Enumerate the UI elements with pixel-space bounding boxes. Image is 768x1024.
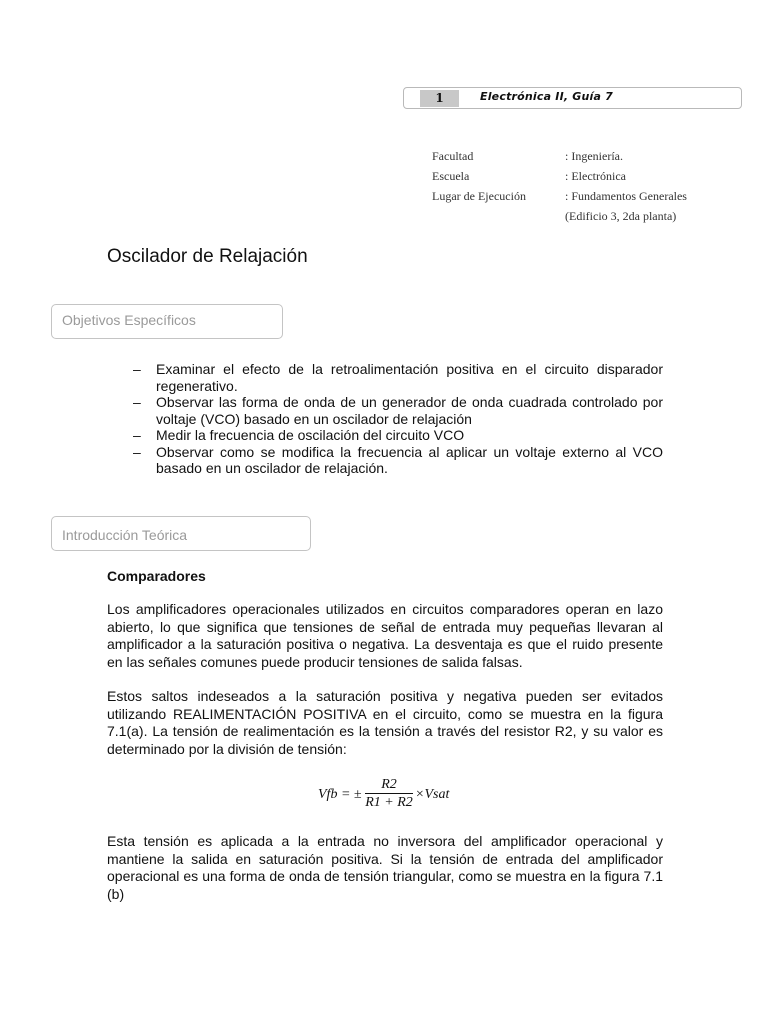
paragraph: Los amplificadores operacionales utilizados en circuitos comparadores operan en lazo abierto, lo que significa que tensiones de señal de entrada muy pequeñas llevaran al amplificador a la saturación positiva o negativa. La desventaja es que el ruido presente en las señales comunes puede producir tensiones de salida falsas. (107, 601, 663, 670)
paragraph: Esta tensión es aplicada a la entrada no inversora del amplificador operacional y mantiene la salida en saturación positiva. Si la tensión de entrada del amplificador operacional es una forma de onda de tensión triangular, como se muestra en la figura 7.1 (b) (107, 833, 663, 902)
running-header (403, 87, 742, 109)
intro-heading: Introducción Teórica (51, 516, 311, 551)
dash-bullet: – (133, 443, 141, 460)
meta-key: Lugar de Ejecución (432, 189, 526, 203)
meta-value: : Ingeniería. (565, 149, 623, 163)
objectives-heading: Objetivos Específicos (51, 304, 283, 339)
list-item (130, 444, 663, 477)
meta-value: : Fundamentos Generales (565, 189, 687, 203)
subheading: Comparadores (107, 568, 206, 584)
formula-denominator: R1 + R2 (365, 795, 413, 810)
formula-lhs: Vfb = ± (318, 787, 362, 802)
meta-value: (Edificio 3, 2da planta) (565, 209, 677, 223)
dash-bullet: – (133, 394, 141, 410)
list-item-text: Observar las forma de onda de un generador de onda cuadrada controlado por voltaje (VCO) basado en un oscilador de relajación (156, 394, 663, 427)
list-item (130, 361, 663, 394)
meta-value: : Electrónica (565, 169, 626, 183)
paragraph: Estos saltos indeseados a la saturación positiva y negativa pueden ser evitados utilizando REALIMENTACIÓN POSITIVA en el circuito, como se muestra en la figura 7.1(a). La tensión de realimentación es la tensión a través del resistor R2, y su valor es determinado por la división de tensión: (107, 688, 663, 757)
objectives-list (130, 361, 663, 477)
list-item-text: Medir la frecuencia de oscilación del circuito VCO (156, 427, 465, 443)
list-item-text: Observar como se modifica la frecuencia al aplicar un voltaje externo al VCO basado en un oscilador de relajación. (156, 443, 663, 476)
list-item (130, 394, 663, 427)
formula-fraction (364, 776, 414, 812)
page-number: 1 (420, 90, 459, 107)
meta-key: Escuela (432, 169, 470, 183)
meta-key: Facultad (432, 149, 474, 163)
guide-title: Electrónica II, Guía 7 (480, 90, 614, 103)
dash-bullet: – (133, 427, 141, 443)
list-item-text: Examinar el efecto de la retroalimentación positiva en el circuito disparador regenerativo. (156, 361, 663, 394)
list-item (130, 427, 663, 444)
formula-rhs: ×Vsat (415, 787, 450, 802)
formula-numerator: R2 (381, 777, 397, 792)
page-title: Oscilador de Relajación (107, 246, 308, 267)
dash-bullet: – (133, 361, 141, 377)
